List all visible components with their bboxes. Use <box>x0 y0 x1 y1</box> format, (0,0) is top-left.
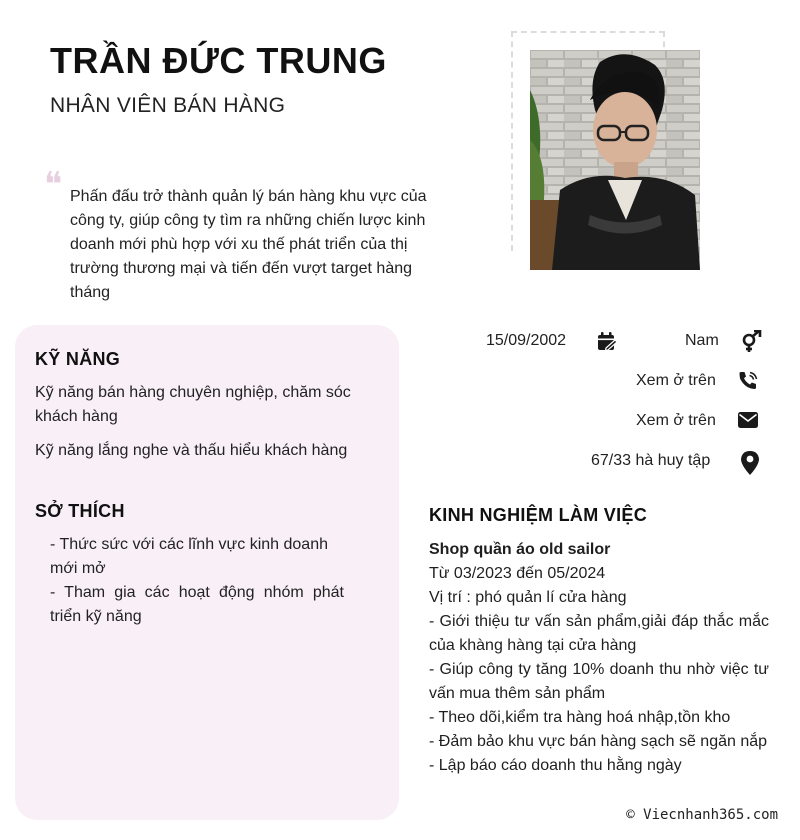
address-value: 67/33 hà huy tập <box>591 452 711 469</box>
email-icon <box>737 409 761 433</box>
skill-item: Kỹ năng lắng nghe và thấu hiểu khách hàng <box>35 442 348 459</box>
work-period: Từ 03/2023 đến 05/2024 <box>429 565 606 582</box>
duty-item: - Đảm bảo khu vực bán hàng sạch sẽ ngăn nắp <box>429 733 768 750</box>
skills-title: KỸ NĂNG <box>35 349 121 369</box>
hobbies-title: SỞ THÍCH <box>35 501 125 521</box>
birthday-value: 15/09/2002 <box>486 332 567 349</box>
quote-mark-icon: ❝ <box>44 165 63 205</box>
hobby-item: - Tham gia các hoạt động nhóm phát triển kỹ năng <box>50 584 344 625</box>
copyright-footer: © Viecnhanh365.com <box>626 807 778 823</box>
duty-item: - Giúp công ty tăng 10% doanh thu nhờ việc tư vấn mua thêm sản phẩm <box>429 661 769 702</box>
duty-item: - Giới thiệu tư vấn sản phẩm,giải đáp thắc mắc của khàng hàng tại cửa hàng <box>429 613 769 654</box>
experience-entry <box>429 538 769 778</box>
location-pin-icon <box>738 450 762 474</box>
profile-photo <box>530 50 700 270</box>
email-value: Xem ở trên <box>636 412 716 429</box>
gender-value: Nam <box>685 332 719 349</box>
career-objective: Phấn đấu trở thành quản lý bán hàng khu vực của công ty, giúp công ty tìm ra những chiến lược kinh doanh mới phù hợp với xu thế phát triển của thị trường thương mại và tiến đến vượt target hàng tháng <box>70 188 427 301</box>
calendar-icon <box>595 330 619 354</box>
skill-item: Kỹ năng bán hàng chuyên nghiệp, chăm sóc khách hàng <box>35 384 351 425</box>
phone-icon <box>736 369 760 393</box>
work-position: Vị trí : phó quản lí cửa hàng <box>429 589 627 606</box>
company-name: Shop quần áo old sailor <box>429 541 611 558</box>
job-title: NHÂN VIÊN BÁN HÀNG <box>50 94 286 117</box>
experience-title: KINH NGHIỆM LÀM VIỆC <box>429 505 648 525</box>
duty-item: - Theo dõi,kiểm tra hàng hoá nhập,tồn kho <box>429 709 731 726</box>
gender-icon <box>739 330 763 354</box>
profile-photo-illustration <box>530 50 700 270</box>
duty-item: - Lập báo cáo doanh thu hằng ngày <box>429 757 682 774</box>
phone-value: Xem ở trên <box>636 372 716 389</box>
hobby-item: - Thức sức với các lĩnh vực kinh doanh mới mở <box>50 536 328 577</box>
candidate-name: TRẦN ĐỨC TRUNG <box>50 40 387 81</box>
